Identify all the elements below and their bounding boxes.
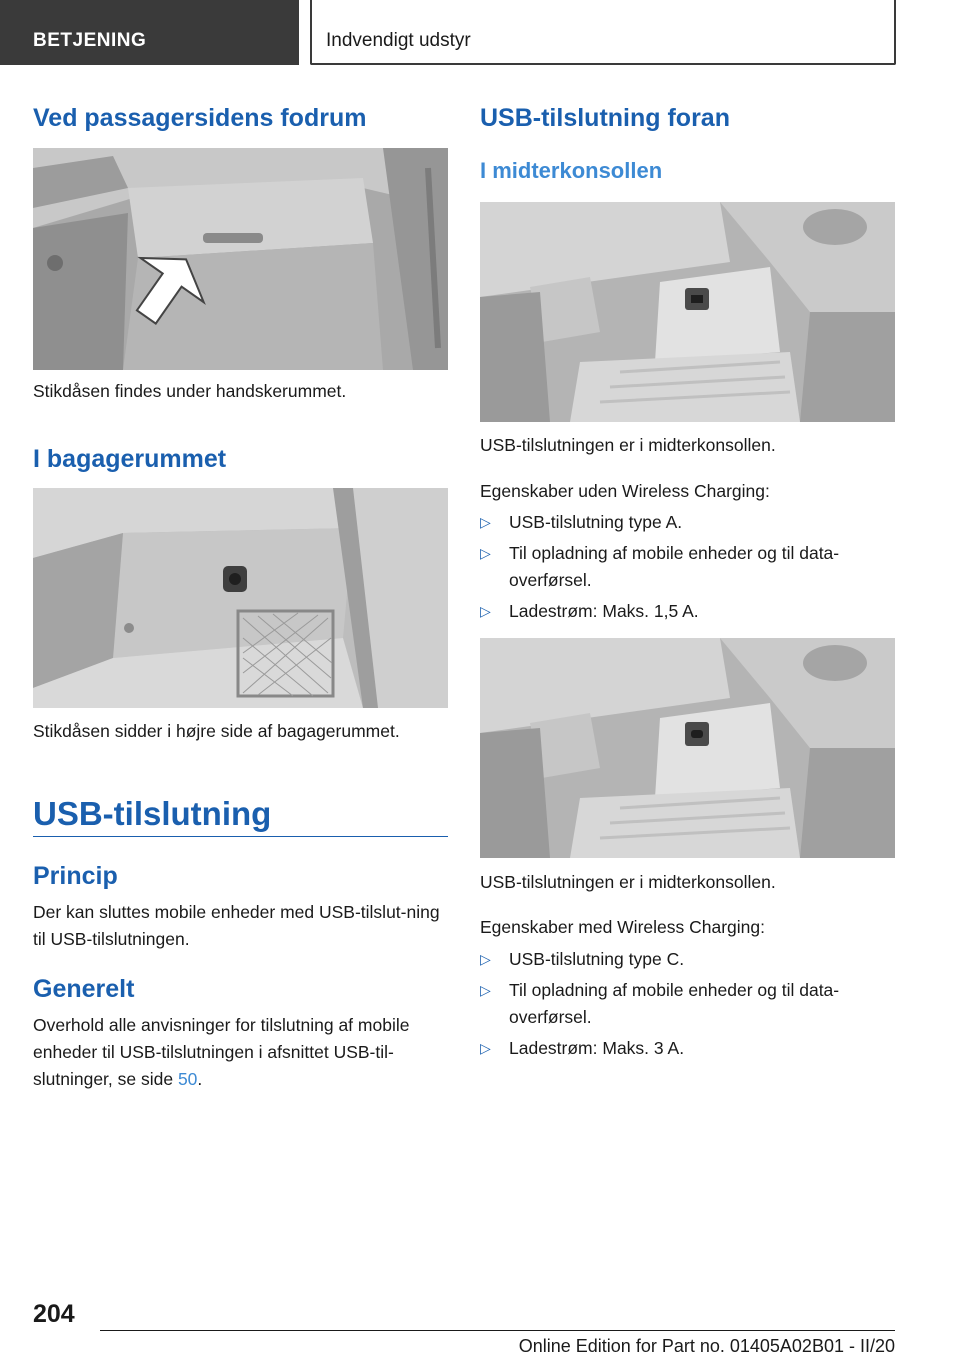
triangle-right-icon: ▷ <box>480 545 491 561</box>
photo-glovebox <box>33 148 448 370</box>
heading-center-console: I midterkonsollen <box>480 158 663 183</box>
caption-passenger: Stikdåsen findes under handskerummet. <box>33 381 347 401</box>
props-title-2: Egenskaber med Wireless Charging: <box>480 917 765 937</box>
paragraph-generelt <box>33 1012 453 1093</box>
heading-passenger-footwell: Ved passagersidens fodrum <box>33 104 367 132</box>
caption-console-2: USB-tilslutningen er i midterkonsollen. <box>480 872 776 892</box>
footer-rule <box>100 1330 895 1331</box>
chapter-title: Indvendigt udstyr <box>326 30 471 51</box>
list-item: ▷ USB-tilslutning type C. <box>480 946 895 973</box>
list-item: ▷ Til opladning af mobile enheder og til data-overførsel. <box>480 977 895 1031</box>
section-title: BETJENING <box>33 30 147 51</box>
triangle-right-icon: ▷ <box>480 982 491 998</box>
footer-edition: Online Edition for Part no. 01405A02B01 - II/20 <box>518 1336 895 1356</box>
section-rule <box>33 836 448 837</box>
list-item: ▷ Ladestrøm: Maks. 1,5 A. <box>480 598 895 625</box>
heading-princip: Princip <box>33 862 118 890</box>
triangle-right-icon: ▷ <box>480 1040 491 1056</box>
heading-trunk: I bagagerummet <box>33 445 227 473</box>
page-number: 204 <box>33 1300 75 1328</box>
heading-usb-front: USB-tilslutning foran <box>480 104 730 132</box>
generelt-text: Overhold alle anvisninger for tilslutning af mobile enheder til USB-tilslutningen i afsnittet USB-til-slutninger, se side <box>33 1015 410 1089</box>
generelt-end: . <box>197 1069 203 1089</box>
list-item: ▷ Til opladning af mobile enheder og til data-overførsel. <box>480 540 895 594</box>
photo-console-usb-c <box>480 638 895 858</box>
photo-trunk <box>33 488 448 708</box>
paragraph-princip: Der kan sluttes mobile enheder med USB-tilslut-ning til USB-tilslutningen. <box>33 902 440 949</box>
section-tab <box>0 0 299 65</box>
list-item: ▷ USB-tilslutning type A. <box>480 509 895 536</box>
props-list-1 <box>480 509 895 629</box>
list-item: ▷ Ladestrøm: Maks. 3 A. <box>480 1035 895 1062</box>
props-title-1: Egenskaber uden Wireless Charging: <box>480 481 770 501</box>
caption-console-1: USB-tilslutningen er i midterkonsollen. <box>480 435 776 455</box>
props-list-2 <box>480 946 895 1066</box>
heading-generelt: Generelt <box>33 975 135 1003</box>
triangle-right-icon: ▷ <box>480 514 491 530</box>
caption-trunk: Stikdåsen sidder i højre side af bagagerummet. <box>33 721 400 741</box>
chapter-tab <box>310 0 896 65</box>
photo-console-usb-a <box>480 202 895 422</box>
heading-usb: USB-tilslutning <box>33 795 272 832</box>
triangle-right-icon: ▷ <box>480 603 491 619</box>
triangle-right-icon: ▷ <box>480 951 491 967</box>
page-link[interactable]: 50 <box>177 1069 198 1089</box>
